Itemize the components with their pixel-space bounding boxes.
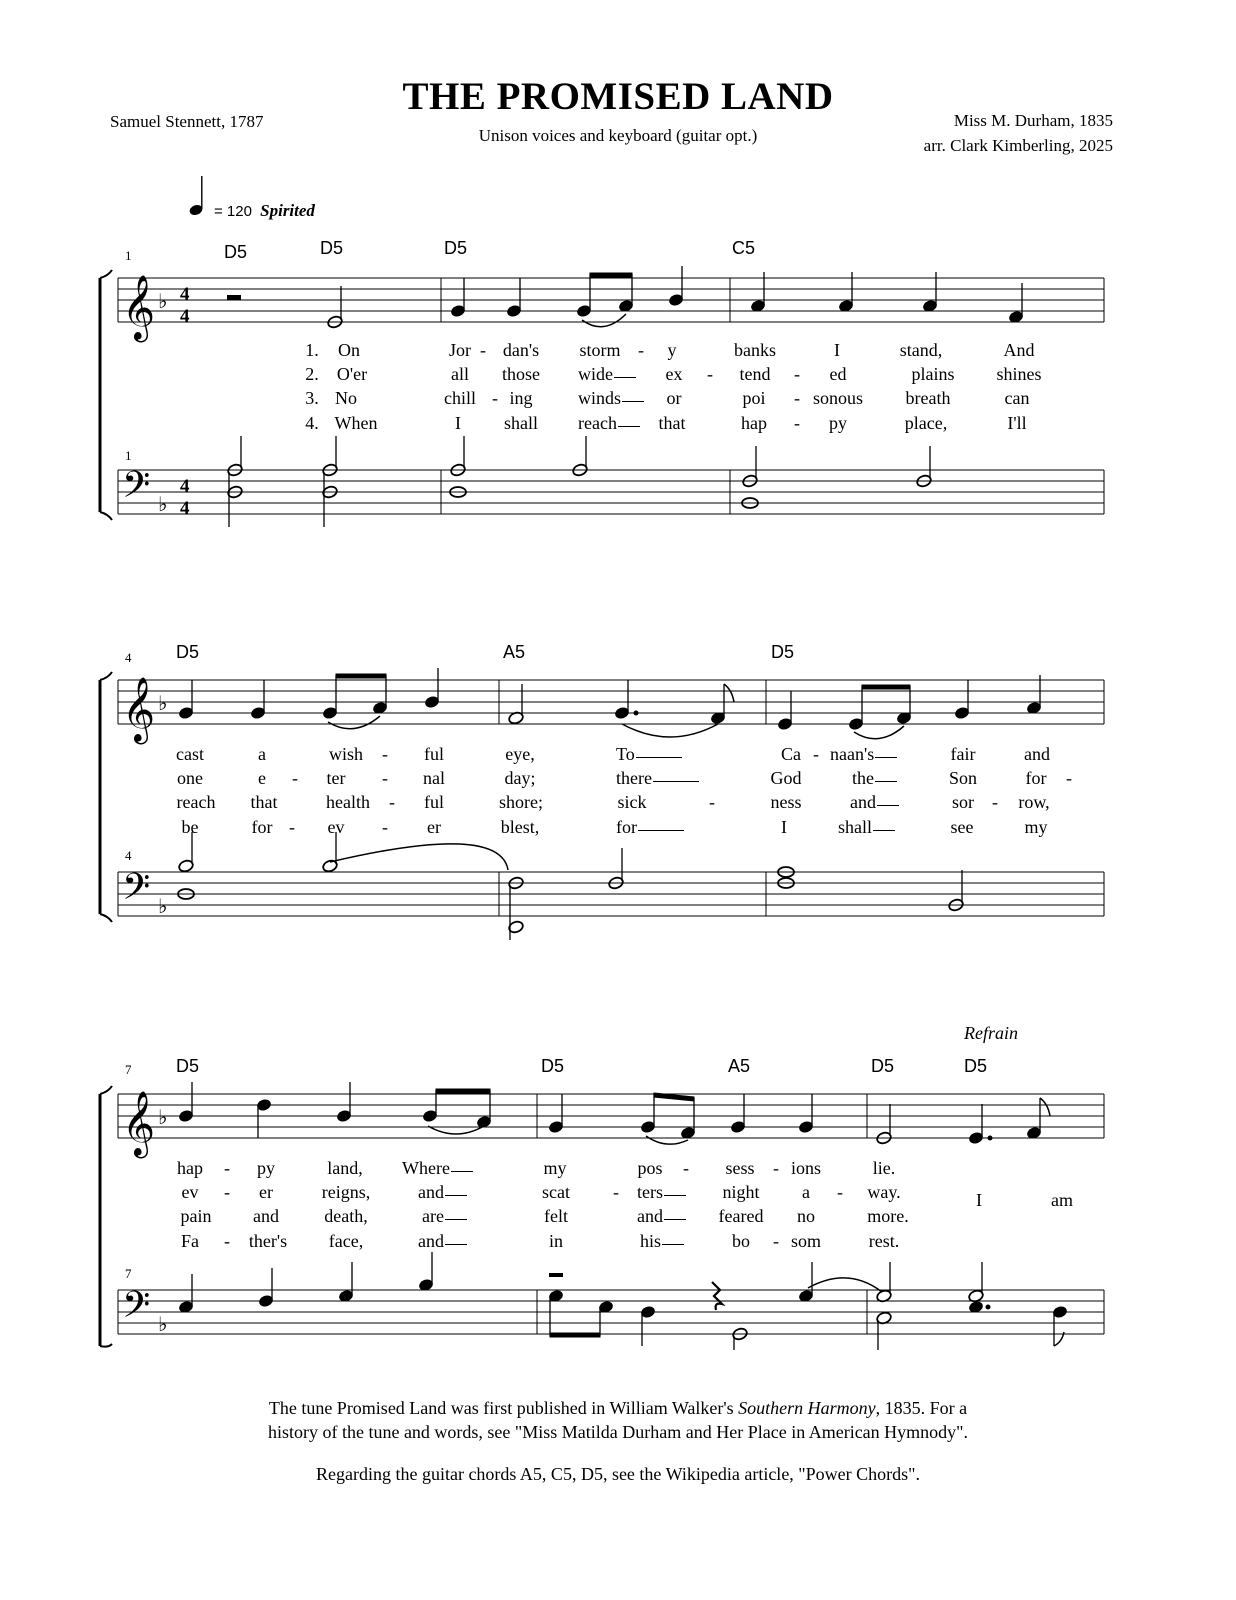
lyric-hyphen: -	[773, 1231, 779, 1251]
tempo-bpm: = 120	[214, 203, 252, 220]
lyric-syllable: py	[829, 413, 847, 433]
lyric-syllable: scat	[542, 1182, 570, 1202]
verse-number: 2.	[305, 364, 319, 384]
lyric-syllable: my	[1024, 817, 1048, 837]
measure-number: 1	[125, 448, 132, 463]
lyric-syllable: pos	[637, 1158, 663, 1178]
svg-text:𝄞: 𝄞	[122, 275, 156, 340]
lyric-syllable: ev	[327, 817, 345, 837]
music-system-2	[0, 634, 1236, 954]
lyric-syllable: poi	[742, 388, 766, 408]
lyric-syllable: the	[852, 768, 897, 789]
measure-number: 7	[125, 1266, 132, 1281]
lyric-hyphen: -	[480, 340, 486, 360]
lyric-syllable: God	[770, 768, 802, 788]
music-system-3	[0, 1023, 1236, 1350]
lyric-syllable: stand,	[899, 340, 943, 360]
lyric-hyphen: -	[813, 744, 819, 764]
lyric-syllable: eye,	[505, 744, 535, 764]
lyric-syllable: and	[850, 792, 899, 813]
lyric-syllable: ness	[770, 792, 802, 812]
lyric-syllable: are	[422, 1206, 467, 1227]
tempo-expression: Spirited	[260, 201, 315, 220]
arranger-name: arr. Clark Kimberling, 2025	[923, 136, 1113, 155]
lyric-syllable: reigns,	[321, 1182, 371, 1202]
lyric-syllable: And	[1003, 340, 1035, 360]
verse-number: 4.	[305, 413, 319, 433]
lyric-syllable: feared	[718, 1206, 764, 1226]
svg-text:4: 4	[180, 498, 190, 519]
composer-credit	[924, 108, 1113, 158]
lyric-syllable: row,	[1018, 792, 1050, 812]
lyric-syllable: plains	[911, 364, 955, 384]
lyric-hyphen: -	[683, 1158, 689, 1178]
lyric-syllable: naan's	[830, 744, 897, 765]
song-title: THE PROMISED LAND	[402, 75, 834, 118]
lyric-syllable: dan's	[502, 340, 540, 360]
lyric-syllable: er	[259, 1182, 273, 1202]
svg-text:𝄢: 𝄢	[122, 464, 151, 515]
lyric-syllable: felt	[544, 1206, 568, 1226]
verse-number: 1.	[305, 340, 319, 360]
chord-symbol: A5	[728, 1056, 751, 1076]
chord-symbol: D5	[871, 1056, 895, 1076]
lyric-syllable: bo	[732, 1231, 750, 1251]
lyric-syllable: lie.	[872, 1158, 896, 1178]
svg-text:4: 4	[180, 476, 190, 497]
lyric-syllable: day;	[504, 768, 536, 788]
lyric-syllable: more.	[867, 1206, 909, 1226]
lyric-syllable: and	[1024, 744, 1050, 764]
refrain-lyric: am	[1051, 1190, 1073, 1210]
lyric-syllable: banks	[734, 340, 776, 360]
lyric-syllable: a	[802, 1182, 810, 1202]
lyric-syllable: way.	[867, 1182, 901, 1202]
lyric-syllable: cast	[176, 744, 204, 764]
lyric-hyphen: -	[794, 388, 800, 408]
lyric-syllable: or	[666, 388, 682, 408]
chord-symbol: D5	[176, 642, 200, 662]
lyric-syllable: py	[257, 1158, 275, 1178]
lyric-syllable: all	[451, 364, 469, 384]
lyric-syllable: er	[427, 817, 441, 837]
lyric-syllable: Son	[948, 768, 978, 788]
poet-credit: Samuel Stennett, 1787	[110, 112, 264, 131]
lyric-hyphen: -	[382, 768, 388, 788]
lyric-syllable: ed	[829, 364, 847, 384]
lyric-syllable: for	[616, 817, 684, 838]
svg-text:♭: ♭	[158, 289, 168, 313]
lyric-hyphen: -	[709, 792, 715, 812]
lyric-syllable: in	[548, 1231, 564, 1251]
lyric-hyphen: -	[638, 340, 644, 360]
lyric-hyphen: -	[613, 1182, 619, 1202]
tempo-marking	[214, 201, 315, 221]
svg-text:♭: ♭	[158, 1105, 168, 1129]
lyric-hyphen: -	[773, 1158, 779, 1178]
lyric-syllable: no	[797, 1206, 815, 1226]
lyric-syllable: I	[834, 340, 840, 360]
lyric-syllable: blest,	[500, 817, 540, 837]
lyric-hyphen: -	[389, 792, 395, 812]
lyric-hyphen: -	[224, 1158, 230, 1178]
lyric-syllable: I	[455, 413, 461, 433]
lyric-syllable: ter	[326, 768, 346, 788]
lyric-syllable: shall	[838, 817, 895, 838]
lyric-syllable: and	[418, 1231, 467, 1252]
lyric-syllable: reach	[578, 413, 640, 434]
footnote-chords: Regarding the guitar chords A5, C5, D5, see the Wikipedia article, "Power Chords".	[315, 1464, 920, 1484]
lyric-syllable: and	[253, 1206, 279, 1226]
lyric-syllable: there	[616, 768, 699, 789]
lyric-syllable: sess	[725, 1158, 755, 1178]
lyric-syllable: ful	[424, 744, 444, 764]
refrain-label: Refrain	[964, 1023, 1018, 1043]
lyric-syllable: ful	[424, 792, 444, 812]
lyric-syllable: that	[658, 413, 686, 433]
lyric-syllable: ing	[509, 388, 533, 408]
chord-symbol: D5	[771, 642, 795, 662]
lyric-syllable: ters	[637, 1182, 686, 1203]
footnote-line-2: history of the tune and words, see "Miss Matilda Durham and Her Place in American Hymnody".	[267, 1422, 969, 1442]
chord-symbol: C5	[732, 238, 756, 258]
lyric-syllable: shall	[504, 413, 538, 433]
lyric-hyphen: -	[382, 744, 388, 764]
lyric-hyphen: -	[382, 817, 388, 837]
chord-symbol: D5	[444, 238, 468, 258]
svg-text:𝄢: 𝄢	[122, 1284, 151, 1335]
lyric-syllable: death,	[324, 1206, 368, 1226]
lyric-hyphen: -	[224, 1231, 230, 1251]
lyric-syllable: Fa	[181, 1231, 199, 1251]
lyric-syllable: a	[258, 744, 266, 764]
lyric-syllable: e	[258, 768, 266, 788]
music-system-1	[0, 230, 1236, 550]
lyric-syllable: chill	[444, 388, 476, 408]
lyric-syllable: y	[667, 340, 677, 360]
svg-text:𝄞: 𝄞	[122, 677, 156, 742]
lyric-syllable: To	[616, 744, 682, 765]
svg-text:4: 4	[180, 306, 190, 327]
lyric-syllable: reach	[176, 792, 216, 812]
chord-symbol: D5	[176, 1056, 200, 1076]
lyric-syllable: ions	[790, 1158, 822, 1178]
lyric-hyphen: -	[224, 1182, 230, 1202]
lyric-syllable: som	[790, 1231, 822, 1251]
measure-number: 1	[125, 248, 132, 263]
lyric-syllable: see	[950, 817, 974, 837]
lyric-syllable: O'er	[336, 364, 368, 384]
chord-symbol: D5	[320, 238, 344, 258]
lyric-syllable: one	[177, 768, 203, 788]
lyric-hyphen: -	[992, 792, 998, 812]
lyric-syllable: ev	[181, 1182, 199, 1202]
lyric-hyphen: -	[292, 768, 298, 788]
lyric-syllable: wide	[578, 364, 636, 385]
footnote-history	[0, 1396, 1236, 1444]
lyric-syllable: place,	[904, 413, 948, 433]
lyric-hyphen: -	[707, 364, 713, 384]
lyric-syllable: fair	[950, 744, 976, 764]
chord-symbol: A5	[503, 642, 526, 662]
composer-name: Miss M. Durham, 1835	[953, 111, 1113, 130]
lyric-syllable: nal	[423, 768, 445, 788]
lyric-syllable: my	[543, 1158, 567, 1178]
lyric-syllable: can	[1004, 388, 1030, 408]
svg-text:♭: ♭	[158, 492, 168, 516]
chord-symbol: D5	[224, 242, 248, 262]
lyric-hyphen: -	[794, 413, 800, 433]
svg-text:♭: ♭	[158, 1312, 168, 1336]
verse-number: 3.	[305, 388, 319, 408]
lyric-syllable: Ca	[781, 744, 801, 764]
svg-text:♭: ♭	[158, 894, 168, 918]
lyric-syllable: and	[418, 1182, 467, 1203]
lyric-syllable: sor	[952, 792, 974, 812]
lyric-syllable: pain	[180, 1206, 212, 1226]
lyric-syllable: hap	[177, 1158, 203, 1178]
lyric-syllable: hap	[741, 413, 767, 433]
svg-text:4: 4	[180, 284, 190, 305]
lyric-syllable: I	[781, 817, 787, 837]
lyric-syllable: night	[722, 1182, 760, 1202]
lyric-syllable: sonous	[812, 388, 864, 408]
lyric-syllable: shines	[996, 364, 1042, 384]
lyric-syllable: rest.	[868, 1231, 900, 1251]
lyric-syllable: storm	[579, 340, 621, 360]
lyric-syllable: land,	[327, 1158, 363, 1178]
measure-number: 7	[125, 1062, 132, 1077]
lyric-syllable: ther's	[248, 1231, 288, 1251]
lyric-hyphen: -	[492, 388, 498, 408]
quarter-note-icon	[188, 172, 214, 220]
lyric-syllable: those	[502, 364, 540, 384]
lyric-syllable: winds	[578, 388, 644, 409]
svg-text:𝄞: 𝄞	[122, 1091, 156, 1156]
lyric-syllable: tend	[739, 364, 771, 384]
lyric-hyphen: -	[837, 1182, 843, 1202]
chord-symbol: D5	[964, 1056, 988, 1076]
lyric-syllable: Where	[402, 1158, 473, 1179]
lyric-syllable: that	[250, 792, 278, 812]
lyric-syllable: and	[637, 1206, 686, 1227]
lyric-syllable: sick	[617, 792, 647, 812]
lyric-syllable: for	[251, 817, 273, 837]
lyric-syllable: for	[1025, 768, 1047, 788]
lyric-syllable: ex	[665, 364, 683, 384]
refrain-lyric: I	[976, 1190, 982, 1210]
lyric-syllable: Jor	[449, 340, 471, 360]
chord-symbol: D5	[541, 1056, 565, 1076]
lyric-hyphen: -	[289, 817, 295, 837]
lyric-syllable: When	[334, 413, 378, 433]
song-subtitle: Unison voices and keyboard (guitar opt.)	[478, 126, 758, 145]
lyric-syllable: No	[335, 388, 357, 408]
lyric-syllable: his	[640, 1231, 684, 1252]
lyric-hyphen: -	[1066, 768, 1072, 788]
lyric-syllable: be	[181, 817, 199, 837]
svg-text:♭: ♭	[158, 691, 168, 715]
svg-text:𝄢: 𝄢	[122, 866, 151, 917]
lyric-syllable: breath	[905, 388, 951, 408]
lyric-syllable: shore;	[499, 792, 543, 812]
lyric-syllable: wish	[328, 744, 364, 764]
measure-number: 4	[125, 848, 132, 863]
footnote-line-1: The tune Promised Land was first published in William Walker's Southern Harmony, 1835. For a	[268, 1398, 968, 1418]
lyric-syllable: I'll	[1007, 413, 1027, 433]
lyric-hyphen: -	[794, 364, 800, 384]
lyric-syllable: face,	[328, 1231, 364, 1251]
lyric-syllable: health	[326, 792, 370, 812]
measure-number: 4	[125, 650, 132, 665]
lyric-syllable: On	[338, 340, 360, 360]
